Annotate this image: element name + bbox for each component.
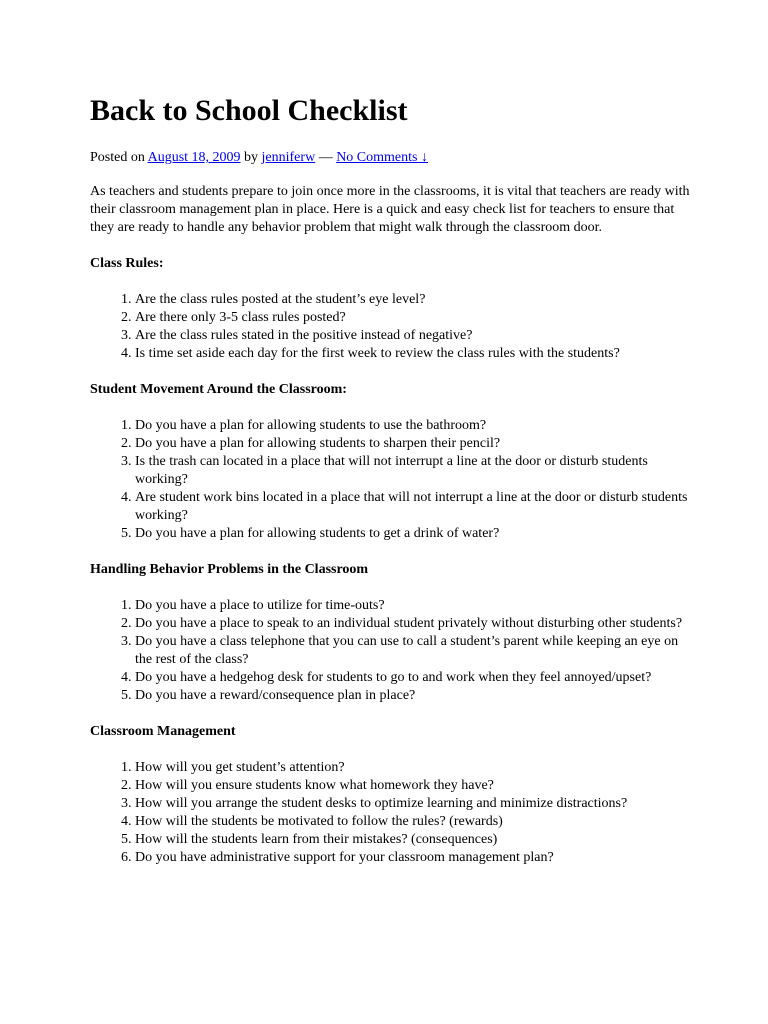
list-item: 2. Do you have a plan for allowing students to sharpen their pencil? — [135, 435, 690, 453]
list-item: 5. Do you have a reward/consequence plan in place? — [135, 687, 690, 705]
list-item: 3. Are the class rules stated in the positive instead of negative? — [135, 327, 690, 345]
checklist — [90, 291, 690, 363]
list-item: 2. How will you ensure students know what homework they have? — [135, 777, 690, 795]
list-item: 5. How will the students learn from their mistakes? (consequences) — [135, 831, 690, 849]
list-item: 1. Do you have a plan for allowing students to use the bathroom? — [135, 417, 690, 435]
post-meta — [90, 149, 690, 167]
list-item: 2. Are there only 3-5 class rules posted? — [135, 309, 690, 327]
list-item: 4. Do you have a hedgehog desk for students to go to and work when they feel annoyed/upset? — [135, 669, 690, 687]
page-title: Back to School Checklist — [90, 94, 408, 127]
meta-separator: — — [318, 150, 333, 165]
section-class-rules — [90, 255, 690, 363]
checklist — [90, 759, 690, 867]
section-classroom-management — [90, 723, 690, 867]
section-heading: Student Movement Around the Classroom: — [90, 382, 347, 397]
posted-on-label: Posted on — [90, 150, 145, 165]
list-item: 1. Are the class rules posted at the student’s eye level? — [135, 291, 690, 309]
section-student-movement — [90, 381, 690, 543]
article — [90, 93, 690, 867]
comments-link[interactable]: No Comments ↓ — [336, 150, 428, 165]
list-item: 1. How will you get student’s attention? — [135, 759, 690, 777]
list-item: 3. How will you arrange the student desks to optimize learning and minimize distractions? — [135, 795, 690, 813]
by-label: by — [244, 150, 259, 165]
list-item: 3. Do you have a class telephone that you can use to call a student’s parent while keeping an eye on the rest of the class? — [135, 633, 690, 669]
list-item: 4. How will the students be motivated to follow the rules? (rewards) — [135, 813, 690, 831]
checklist — [90, 417, 690, 543]
section-heading: Classroom Management — [90, 724, 236, 739]
section-heading: Class Rules: — [90, 256, 164, 271]
list-item: 2. Do you have a place to speak to an individual student privately without disturbing other students? — [135, 615, 690, 633]
list-item: 1. Do you have a place to utilize for time-outs? — [135, 597, 690, 615]
section-heading: Handling Behavior Problems in the Classroom — [90, 562, 369, 577]
post-date-link[interactable]: August 18, 2009 — [147, 150, 241, 165]
intro-paragraph: As teachers and students prepare to join once more in the classrooms, it is vital that teachers are ready with their classroom management plan in place. Here is a quick and easy check list for teachers to ensure that they are ready to handle any behavior problem that might walk through the classroom door. — [90, 184, 690, 235]
list-item: 5. Do you have a plan for allowing students to get a drink of water? — [135, 525, 690, 543]
section-behavior-problems — [90, 561, 690, 705]
author-link[interactable]: jenniferw — [261, 150, 316, 165]
list-item: 4. Are student work bins located in a place that will not interrupt a line at the door or disturb students working? — [135, 489, 690, 525]
checklist — [90, 597, 690, 705]
list-item: 6. Do you have administrative support for your classroom management plan? — [135, 849, 690, 867]
list-item: 4. Is time set aside each day for the first week to review the class rules with the students? — [135, 345, 690, 363]
list-item: 3. Is the trash can located in a place that will not interrupt a line at the door or disturb students working? — [135, 453, 690, 489]
